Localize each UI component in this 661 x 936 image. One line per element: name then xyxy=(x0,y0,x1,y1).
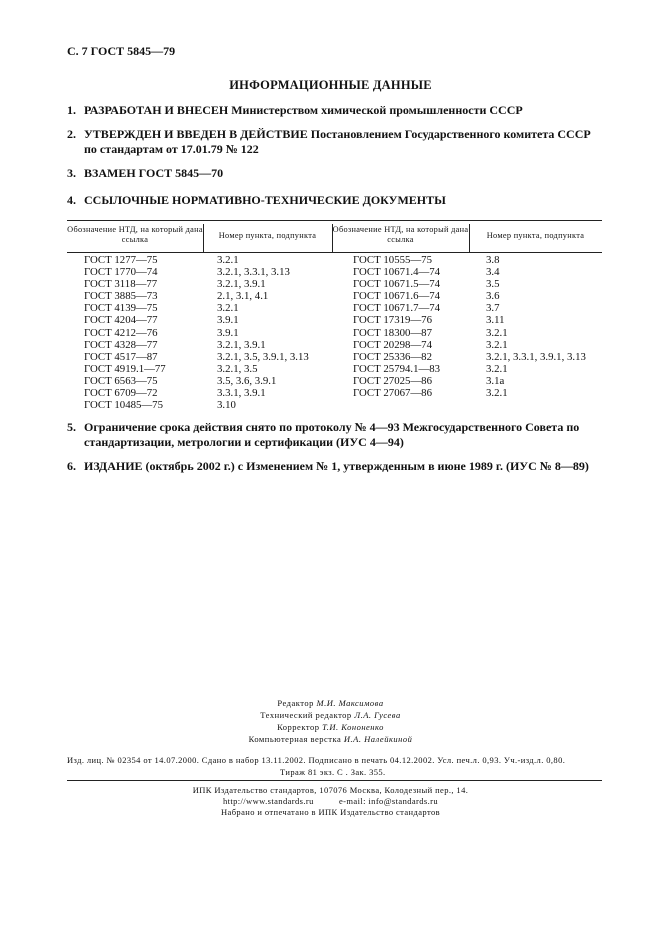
table-cell: 3.2.1 xyxy=(486,338,508,351)
table-cell: ГОСТ 4212—76 xyxy=(84,326,158,339)
publisher-web: http://www.standards.ru e-mail: info@standards.ru xyxy=(222,796,439,806)
table-cell: ГОСТ 25794.1—83 xyxy=(353,362,441,375)
credit-name: Т.И. Кононенко xyxy=(322,722,384,732)
table-header-point: Номер пункта, подпункта xyxy=(218,231,317,240)
table-header-point: Номер пункта, подпункта xyxy=(486,231,585,240)
info-item-6 xyxy=(67,459,602,474)
table-cell: 3.3.1, 3.9.1 xyxy=(217,387,266,400)
table-cell: 3.5 xyxy=(486,278,500,291)
column-left-points xyxy=(217,254,309,411)
item-text: (октябрь 2002 г.) с Изменением № 1, утвержденным в июне 1989 г. (ИУС № 8—89) xyxy=(142,459,589,473)
table-cell: ГОСТ 10671.7—74 xyxy=(353,302,441,315)
table-header-doc: Обозначение НТД, на который дана ссылка xyxy=(332,225,469,244)
table-cell: ГОСТ 27025—86 xyxy=(353,374,432,387)
table-cell: 3.8 xyxy=(486,254,500,266)
imprint-line-1: Изд. лиц. № 02354 от 14.07.2000. Сдано в набор 13.11.2002. Подписано в печать 04.12.2002. Усл. печ.л. 0,93. Уч.-изд.л. 0,80. xyxy=(67,755,566,765)
column-right-points xyxy=(486,254,586,399)
table-cell: 3.4 xyxy=(486,266,500,279)
table-cell: 3.2.1, 3.3.1, 3.9.1, 3.13 xyxy=(486,350,586,363)
table-cell: ГОСТ 6709—72 xyxy=(84,387,158,400)
item-number: 2. xyxy=(67,127,76,141)
credit-role: Компьютерная верстка xyxy=(248,734,344,744)
table-cell: ГОСТ 3885—73 xyxy=(84,290,158,303)
table-cell: 3.1а xyxy=(486,374,505,387)
table-cell: ГОСТ 4517—87 xyxy=(84,350,158,363)
table-cell: 3.2.1, 3.3.1, 3.13 xyxy=(217,266,290,279)
table-cell: ГОСТ 10671.4—74 xyxy=(353,266,441,279)
table-cell: ГОСТ 4328—77 xyxy=(84,338,158,351)
table-cell: ГОСТ 1770—74 xyxy=(84,266,158,279)
table-cell: ГОСТ 6563—75 xyxy=(84,374,158,387)
table-cell: ГОСТ 17319—76 xyxy=(353,314,432,327)
item-bold: ССЫЛОЧНЫЕ НОРМАТИВНО-ТЕХНИЧЕСКИЕ ДОКУМЕНТЫ xyxy=(84,193,446,207)
section-title: ИНФОРМАЦИОННЫЕ ДАННЫЕ xyxy=(229,78,432,92)
info-item-4 xyxy=(67,193,602,208)
table-cell: ГОСТ 3118—77 xyxy=(84,278,158,291)
table-cell: ГОСТ 27067—86 xyxy=(353,387,432,400)
table-cell: 3.6 xyxy=(486,290,500,303)
table-cell: 3.2.1 xyxy=(486,362,508,375)
item-text: Постановлением Государственного комитета СССР по стандартам от 17.01.79 № 122 xyxy=(84,127,591,156)
table-cell: ГОСТ 25336—82 xyxy=(353,350,432,363)
table-cell: 3.9.1 xyxy=(217,314,239,327)
table-cell: ГОСТ 4139—75 xyxy=(84,302,158,315)
table-cell: 3.9.1 xyxy=(217,326,239,339)
table-top-rule xyxy=(67,220,602,221)
table-cell: ГОСТ 10671.6—74 xyxy=(353,290,441,303)
table-cell: 3.7 xyxy=(486,302,500,315)
table-cell: 3.2.1 xyxy=(486,326,508,339)
table-cell: 3.2.1, 3.9.1 xyxy=(217,338,266,351)
item-number: 5. xyxy=(67,420,76,434)
item-bold: УТВЕРЖДЕН И ВВЕДЕН В ДЕЙСТВИЕ xyxy=(84,127,308,141)
credit-role: Корректор xyxy=(277,722,323,732)
table-cell: 3.2.1 xyxy=(486,387,508,400)
item-bold: ВЗАМЕН ГОСТ 5845—70 xyxy=(84,166,224,180)
imprint-line-2: Тираж 81 экз. С . Зак. 355. xyxy=(280,767,386,777)
table-cell: ГОСТ 4919.1—77 xyxy=(84,362,166,375)
table-cell: 3.2.1, 3.9.1 xyxy=(217,278,266,291)
table-cell: ГОСТ 10485—75 xyxy=(84,399,163,412)
table-cell: ГОСТ 10671.5—74 xyxy=(353,278,441,291)
table-cell: 3.11 xyxy=(486,314,505,327)
table-cell: ГОСТ 1277—75 xyxy=(84,254,158,266)
table-cell: 3.2.1 xyxy=(217,254,239,266)
item-number: 6. xyxy=(67,459,76,473)
column-left-docs xyxy=(84,254,166,411)
table-cell: ГОСТ 18300—87 xyxy=(353,326,432,339)
credit-line xyxy=(0,721,661,733)
credit-name: М.И. Максимова xyxy=(316,698,384,708)
table-header-rule xyxy=(67,252,602,253)
page-header: С. 7 ГОСТ 5845—79 xyxy=(67,44,176,58)
item-text: Министерством химической промышленности СССР xyxy=(228,103,523,117)
item-bold: РАЗРАБОТАН И ВНЕСЕН xyxy=(84,103,229,117)
credit-line xyxy=(0,709,661,721)
item-number: 4. xyxy=(67,193,76,207)
info-item-5 xyxy=(67,420,602,450)
credit-role: Редактор xyxy=(277,698,317,708)
table-cell: ГОСТ 4204—77 xyxy=(84,314,158,327)
table-cell: 3.10 xyxy=(217,399,236,412)
item-bold: ИЗДАНИЕ xyxy=(84,459,143,473)
table-cell: 3.2.1 xyxy=(217,302,239,315)
item-number: 3. xyxy=(67,166,76,180)
table-cell: 2.1, 3.1, 4.1 xyxy=(217,290,269,303)
imprint-rule xyxy=(67,780,602,781)
credit-name: И.А. Налейкиной xyxy=(343,734,413,744)
credit-role: Технический редактор xyxy=(260,710,355,720)
credit-name: Л.А. Гусева xyxy=(354,710,401,720)
info-item-2 xyxy=(67,127,602,157)
publisher-info xyxy=(0,785,661,818)
credit-line xyxy=(0,733,661,745)
table-cell: 3.2.1, 3.5, 3.9.1, 3.13 xyxy=(217,350,309,363)
table-cell: ГОСТ 10555—75 xyxy=(353,254,432,266)
item-number: 1. xyxy=(67,103,76,117)
table-cell: ГОСТ 20298—74 xyxy=(353,338,432,351)
column-right-docs xyxy=(353,254,440,399)
editorial-credits xyxy=(0,697,661,745)
publisher-address: ИПК Издательство стандартов, 107076 Москва, Колодезный пер., 14. xyxy=(192,785,469,795)
info-item-1 xyxy=(67,103,602,118)
table-header-doc: Обозначение НТД, на который дана ссылка xyxy=(67,225,203,244)
table-cell: 3.2.1, 3.5 xyxy=(217,362,258,375)
info-item-3 xyxy=(67,166,602,181)
publisher-printing: Набрано и отпечатано в ИПК Издательство стандартов xyxy=(220,807,441,817)
credit-line xyxy=(0,697,661,709)
table-cell: 3.5, 3.6, 3.9.1 xyxy=(217,374,277,387)
item-text: Ограничение срока действия снято по протоколу № 4—93 Межгосударственного Совета по стандартизации, метрологии и сертификации (ИУС 4—94) xyxy=(84,420,580,449)
